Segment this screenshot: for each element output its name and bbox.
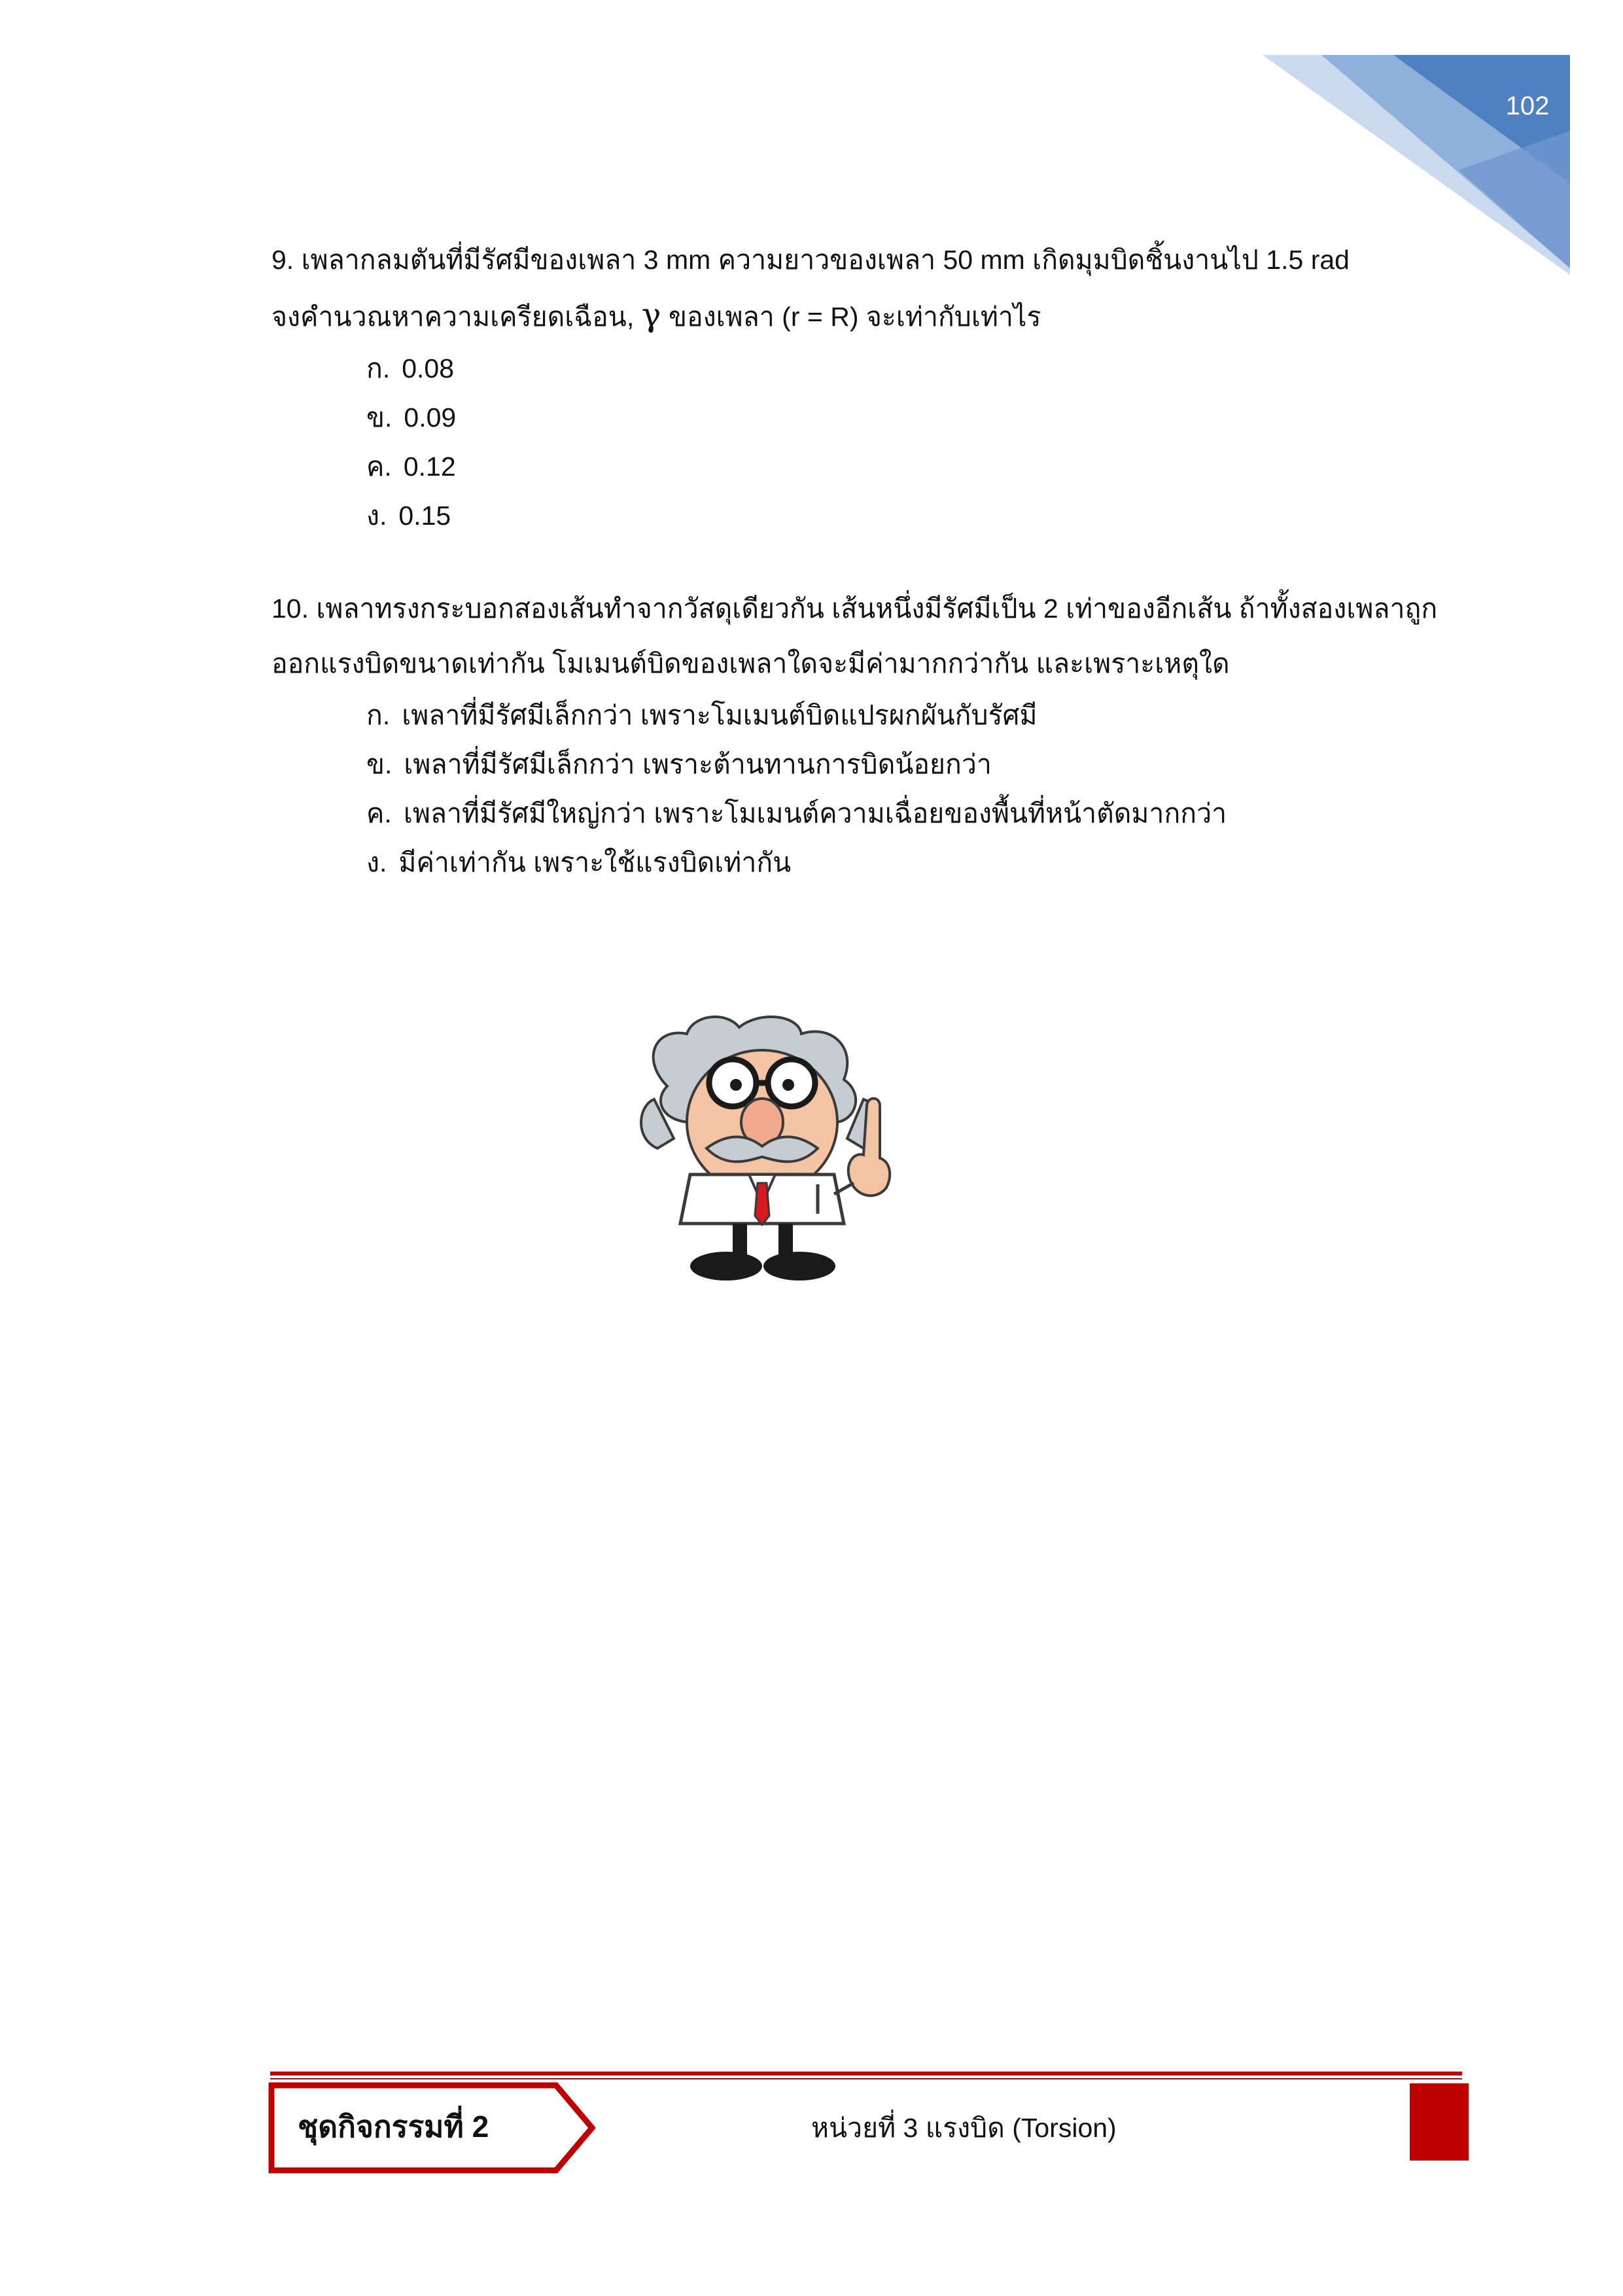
question-text-segment: ของเพลา (r = R) จะเท่ากับเท่าไร xyxy=(668,302,1041,332)
page-number: 102 xyxy=(1505,92,1550,120)
choice-item xyxy=(366,442,1514,491)
footer-divider-thin xyxy=(270,2078,1462,2079)
footer-divider xyxy=(270,2072,1462,2075)
activity-label: ชุดกิจกรรมที่ 2 xyxy=(298,2110,489,2144)
choice-letter: ง. xyxy=(366,847,387,877)
choice-text: มีค่าเท่ากัน เพราะใช้แรงบิดเท่ากัน xyxy=(398,847,792,877)
choice-letter: ก. xyxy=(366,353,391,383)
choice-item xyxy=(366,740,1514,789)
choice-letter: ค. xyxy=(366,451,392,482)
choice-item xyxy=(366,344,1514,393)
choice-letter: ข. xyxy=(366,749,393,779)
choice-text: 0.08 xyxy=(402,353,455,383)
choice-letter: ง. xyxy=(366,501,387,531)
choice-letter: ค. xyxy=(366,798,392,828)
question-text-line: 10. เพลาทรงกระบอกสองเส้นทำจากวัสดุเดียวกัน เส้นหนึ่งมีรัศมีเป็น 2 เท่าของอีกเส้น ถ้าทั้งสองเพลาถูก xyxy=(271,593,1438,624)
question-text-line: ออกแรงบิดขนาดเท่ากัน โมเมนต์บิดของเพลาใดจะมีค่ามากกว่ากัน และเพราะเหตุใด xyxy=(271,648,1230,679)
choice-text: 0.12 xyxy=(403,451,456,482)
question-text-line xyxy=(271,287,1514,344)
choice-letter: ก. xyxy=(366,700,391,730)
scientist-pointing-icon xyxy=(628,1008,903,1296)
unit-label: หน่วยที่ 3 แรงบิด (Torsion) xyxy=(811,2113,1117,2143)
choice-text: เพลาที่มีรัศมีเล็กกว่า เพราะต้านทานการบิดน้อยกว่า xyxy=(404,749,992,779)
choice-item xyxy=(366,491,1514,540)
choice-text: เพลาที่มีรัศมีเล็กกว่า เพราะโมเมนต์บิดแปรผกผันกับรัศมี xyxy=(402,700,1038,730)
choice-list xyxy=(271,691,1514,887)
choice-list xyxy=(271,344,1514,540)
choice-text: เพลาที่มีรัศมีใหญ่กว่า เพราะโมเมนต์ความเฉื่อยของพื้นที่หน้าตัดมากกว่า xyxy=(403,798,1227,828)
question-text-line: 9. เพลากลมตันที่มีรัศมีของเพลา 3 mm ความยาวของเพลา 50 mm เกิดมุมบิดชิ้นงานไป 1.5 rad xyxy=(271,245,1350,275)
gamma-symbol: γ xyxy=(641,296,661,334)
footer-red-block xyxy=(1410,2083,1469,2161)
question-text-segment: จงคำนวณหาความเครียดเฉือน, xyxy=(271,302,635,332)
choice-item xyxy=(366,393,1514,442)
choice-item xyxy=(366,838,1514,887)
question-9 xyxy=(271,232,1514,540)
choice-item xyxy=(366,691,1514,740)
choice-text: 0.09 xyxy=(404,402,457,433)
choice-item xyxy=(366,789,1514,838)
question-10 xyxy=(271,581,1514,887)
choice-letter: ข. xyxy=(366,402,393,433)
choice-text: 0.15 xyxy=(398,501,451,531)
